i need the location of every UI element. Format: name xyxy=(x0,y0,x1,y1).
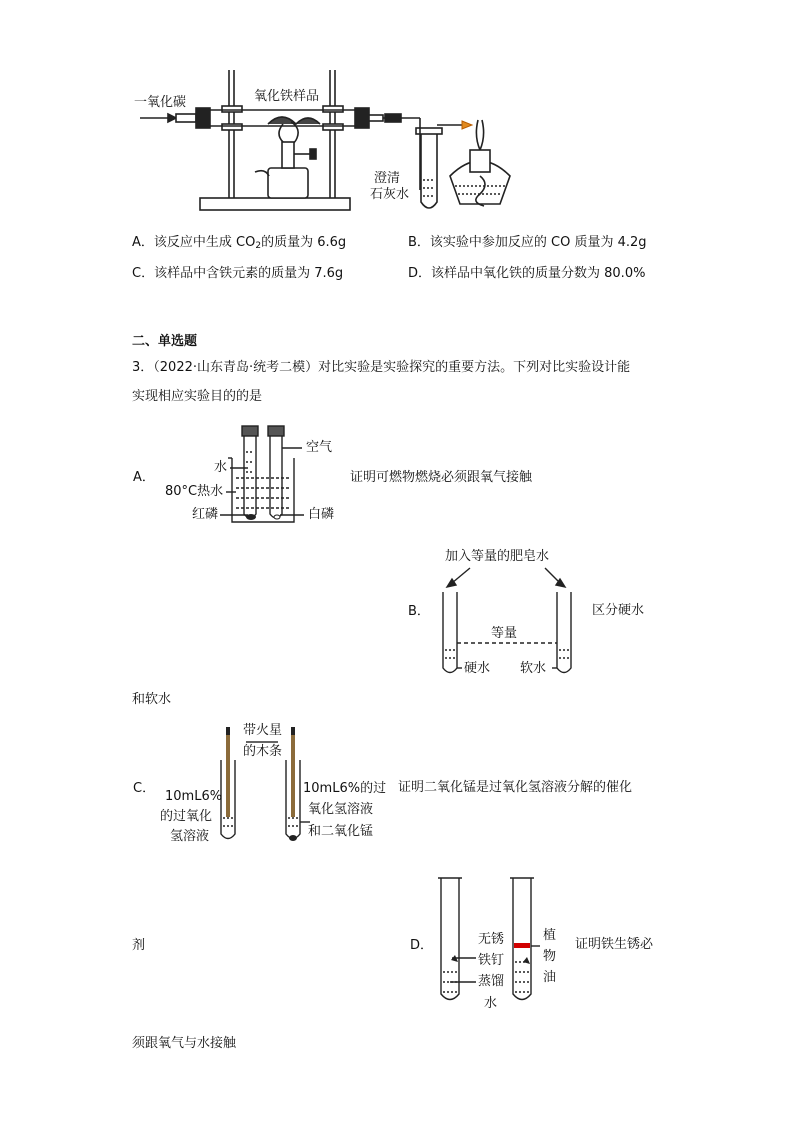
label-rust-free-1: 无锈 xyxy=(478,932,505,947)
q3-option-c-desc: 证明二氧化锰是过氧化氢溶液分解的催化 xyxy=(398,780,633,795)
q3-option-d-desc-cont: 须跟氧气与水接触 xyxy=(132,1036,237,1051)
label-white-phosphorus: 白磷 xyxy=(308,507,335,522)
option-c: C．该样品中含铁元素的质量为 7.6g xyxy=(132,266,344,281)
label-glowing-stick-2: 的木条 xyxy=(243,744,283,759)
label-hard-water: 硬水 xyxy=(464,661,491,676)
label-right-solution-1: 10mL6%的过 xyxy=(303,781,387,796)
q3-stem-line2: 实现相应实验目的的是 xyxy=(132,389,263,404)
label-equal: 等量 xyxy=(491,626,518,641)
label-soap-water: 加入等量的肥皂水 xyxy=(445,549,550,564)
co-label: 一氧化碳 xyxy=(134,95,187,110)
sample-label: 氧化铁样品 xyxy=(254,89,320,104)
label-left-solution-1: 10mL6% xyxy=(165,789,223,804)
label-oil-1: 植 xyxy=(543,928,557,943)
q3-option-c-desc-cont: 剂 xyxy=(132,938,146,953)
label-oil-3: 油 xyxy=(543,970,557,985)
label-air: 空气 xyxy=(306,440,333,455)
label-soft-water: 软水 xyxy=(520,661,547,676)
label-left-solution-2: 的过氧化 xyxy=(160,809,213,824)
label-hot-water: 80°C热水 xyxy=(165,484,224,499)
q3-option-b-desc: 区分硬水 xyxy=(592,603,645,618)
label-distilled-1: 蒸馏 xyxy=(478,974,505,989)
label-right-solution-2: 氧化氢溶液 xyxy=(308,802,374,817)
q3-option-d-letter: D． xyxy=(410,938,434,953)
label-glowing-stick-1: 带火星 xyxy=(243,723,283,738)
label-left-solution-3: 氢溶液 xyxy=(170,829,210,844)
q3-option-a-desc: 证明可燃物燃烧必须跟氧气接触 xyxy=(350,470,533,485)
option-a: A．该反应中生成 $CO_2$的质量为 6.6g xyxy=(132,235,347,251)
label-right-solution-3: 和二氧化锰 xyxy=(308,824,374,839)
q3-option-b-desc-cont: 和软水 xyxy=(132,692,172,707)
label-oil-2: 物 xyxy=(543,949,557,964)
label-water: 水 xyxy=(214,460,228,475)
q3-option-b-letter: B． xyxy=(408,604,430,619)
limewater-label-2: 石灰水 xyxy=(370,187,410,202)
label-red-phosphorus: 红磷 xyxy=(192,507,219,522)
limewater-label-1: 澄清 xyxy=(374,171,401,186)
section-title: 二、单选题 xyxy=(132,334,198,349)
option-b: B．该实验中参加反应的 CO 质量为 4.2g xyxy=(408,235,647,250)
option-d: D．该样品中氧化铁的质量分数为 80.0% xyxy=(408,266,646,281)
q3-option-d-desc: 证明铁生锈必 xyxy=(575,937,654,952)
q3-option-c-letter: C． xyxy=(133,781,156,796)
q3-option-a-letter: A． xyxy=(133,470,155,485)
label-distilled-2: 水 xyxy=(484,996,498,1011)
q3-stem-line1: 3．（2022·山东青岛·统考二模）对比实验是实验探究的重要方法。下列对比实验设计能 xyxy=(132,360,631,375)
label-rust-free-2: 铁钉 xyxy=(478,953,505,968)
